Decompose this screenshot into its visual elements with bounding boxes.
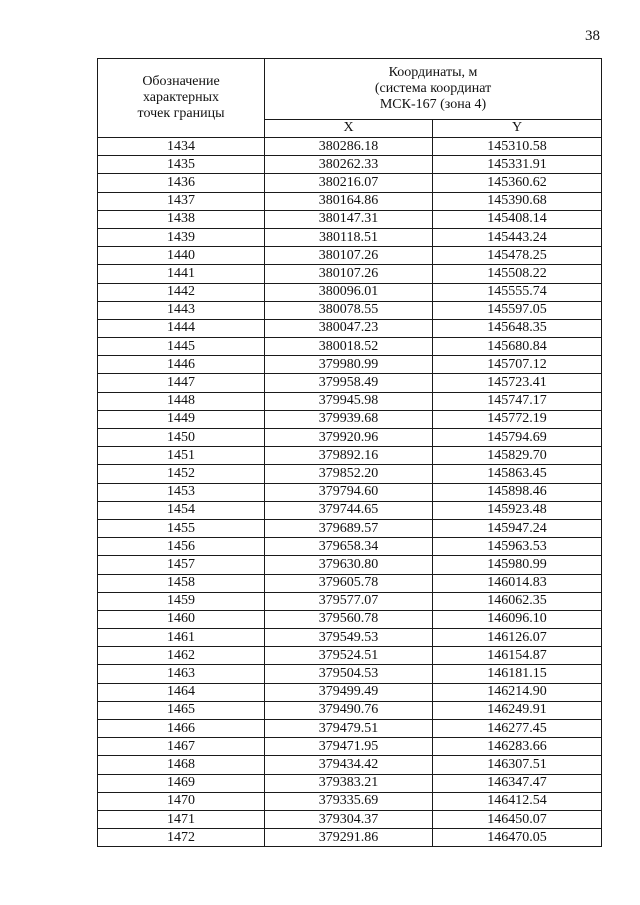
table-row: [98, 465, 602, 483]
cell-point: 1469: [98, 774, 265, 792]
cell-y: 146096.10: [433, 610, 602, 628]
table-row: [98, 356, 602, 374]
table-row: [98, 720, 602, 738]
cell-point: 1443: [98, 301, 265, 319]
cell-x: 379794.60: [265, 483, 433, 501]
cell-point: 1468: [98, 756, 265, 774]
cell-y: 146283.66: [433, 738, 602, 756]
cell-x: 379939.68: [265, 410, 433, 428]
table-row: [98, 247, 602, 265]
cell-x: 379291.86: [265, 829, 433, 847]
cell-point: 1461: [98, 629, 265, 647]
cell-y: 145331.91: [433, 156, 602, 174]
cell-x: 379852.20: [265, 465, 433, 483]
cell-y: 146277.45: [433, 720, 602, 738]
table-row: [98, 556, 602, 574]
cell-point: 1455: [98, 519, 265, 537]
cell-y: 146014.83: [433, 574, 602, 592]
cell-y: 145923.48: [433, 501, 602, 519]
cell-x: 379524.51: [265, 647, 433, 665]
table-row: [98, 683, 602, 701]
cell-y: 146307.51: [433, 756, 602, 774]
cell-y: 146062.35: [433, 592, 602, 610]
cell-x: 380107.26: [265, 247, 433, 265]
cell-point: 1451: [98, 447, 265, 465]
cell-x: 379689.57: [265, 519, 433, 537]
table-row: [98, 392, 602, 410]
cell-point: 1447: [98, 374, 265, 392]
header-coords-line: (система координат: [374, 80, 492, 96]
table-row: [98, 174, 602, 192]
table-row: [98, 629, 602, 647]
table-row: [98, 501, 602, 519]
cell-x: 380216.07: [265, 174, 433, 192]
cell-x: 379577.07: [265, 592, 433, 610]
table-row: [98, 756, 602, 774]
cell-x: 379980.99: [265, 356, 433, 374]
table-row: [98, 192, 602, 210]
cell-point: 1438: [98, 210, 265, 228]
header-x: X: [265, 119, 433, 137]
cell-x: 379504.53: [265, 665, 433, 683]
cell-x: 379744.65: [265, 501, 433, 519]
coordinates-table: [97, 58, 602, 847]
table-row: [98, 429, 602, 447]
header-coords-line: МСК-167 (зона 4): [379, 96, 487, 112]
cell-x: 380118.51: [265, 228, 433, 246]
cell-x: 379605.78: [265, 574, 433, 592]
cell-y: 145310.58: [433, 138, 602, 156]
table-row: [98, 156, 602, 174]
cell-point: 1452: [98, 465, 265, 483]
cell-x: 380262.33: [265, 156, 433, 174]
cell-point: 1444: [98, 319, 265, 337]
cell-y: 146347.47: [433, 774, 602, 792]
cell-x: 380164.86: [265, 192, 433, 210]
cell-point: 1434: [98, 138, 265, 156]
cell-point: 1457: [98, 556, 265, 574]
cell-x: 379499.49: [265, 683, 433, 701]
table-row: [98, 774, 602, 792]
cell-x: 379479.51: [265, 720, 433, 738]
table-body: [98, 138, 602, 847]
cell-x: 379945.98: [265, 392, 433, 410]
header-y: Y: [433, 119, 602, 137]
cell-point: 1449: [98, 410, 265, 428]
cell-point: 1463: [98, 665, 265, 683]
header-coords-line: Координаты, м: [388, 64, 478, 80]
cell-point: 1442: [98, 283, 265, 301]
cell-point: 1436: [98, 174, 265, 192]
cell-y: 145390.68: [433, 192, 602, 210]
cell-x: 379658.34: [265, 538, 433, 556]
table-row: [98, 665, 602, 683]
cell-x: 379630.80: [265, 556, 433, 574]
table-row: [98, 228, 602, 246]
header-designation-line: Обозначение: [142, 74, 220, 89]
cell-point: 1435: [98, 156, 265, 174]
cell-y: 145478.25: [433, 247, 602, 265]
table-row: [98, 319, 602, 337]
cell-y: 145747.17: [433, 392, 602, 410]
cell-point: 1441: [98, 265, 265, 283]
cell-x: 380047.23: [265, 319, 433, 337]
cell-point: 1472: [98, 829, 265, 847]
header-designation-line: характерных: [142, 90, 220, 105]
table-row: [98, 592, 602, 610]
cell-point: 1454: [98, 501, 265, 519]
table-row: [98, 447, 602, 465]
header-designation-line: точек границы: [137, 106, 225, 121]
cell-x: 379335.69: [265, 792, 433, 810]
cell-x: 380078.55: [265, 301, 433, 319]
cell-point: 1453: [98, 483, 265, 501]
cell-y: 145794.69: [433, 429, 602, 447]
cell-y: 145863.45: [433, 465, 602, 483]
cell-x: 380147.31: [265, 210, 433, 228]
cell-x: 379892.16: [265, 447, 433, 465]
table-row: [98, 138, 602, 156]
cell-point: 1465: [98, 701, 265, 719]
cell-y: 145648.35: [433, 319, 602, 337]
cell-x: 380286.18: [265, 138, 433, 156]
cell-y: 146154.87: [433, 647, 602, 665]
table-row: [98, 374, 602, 392]
cell-point: 1466: [98, 720, 265, 738]
cell-y: 145443.24: [433, 228, 602, 246]
cell-point: 1437: [98, 192, 265, 210]
cell-y: 145723.41: [433, 374, 602, 392]
cell-point: 1445: [98, 338, 265, 356]
table-row: [98, 829, 602, 847]
cell-y: 145898.46: [433, 483, 602, 501]
cell-point: 1470: [98, 792, 265, 810]
cell-x: 379490.76: [265, 701, 433, 719]
table-row: [98, 338, 602, 356]
cell-point: 1459: [98, 592, 265, 610]
cell-point: 1460: [98, 610, 265, 628]
cell-x: 379434.42: [265, 756, 433, 774]
cell-y: 146181.15: [433, 665, 602, 683]
table-row: [98, 483, 602, 501]
table-row: [98, 738, 602, 756]
table-row: [98, 265, 602, 283]
table-row: [98, 647, 602, 665]
cell-point: 1464: [98, 683, 265, 701]
cell-y: 146412.54: [433, 792, 602, 810]
cell-y: 145680.84: [433, 338, 602, 356]
cell-y: 145829.70: [433, 447, 602, 465]
cell-y: 146470.05: [433, 829, 602, 847]
cell-point: 1439: [98, 228, 265, 246]
table-row: [98, 283, 602, 301]
table-row: [98, 410, 602, 428]
cell-y: 145707.12: [433, 356, 602, 374]
table-row: [98, 301, 602, 319]
cell-x: 379383.21: [265, 774, 433, 792]
cell-point: 1440: [98, 247, 265, 265]
cell-x: 380018.52: [265, 338, 433, 356]
table-row: [98, 519, 602, 537]
cell-y: 146214.90: [433, 683, 602, 701]
cell-y: 145555.74: [433, 283, 602, 301]
table-row: [98, 792, 602, 810]
cell-x: 379549.53: [265, 629, 433, 647]
cell-x: 380096.01: [265, 283, 433, 301]
cell-x: 380107.26: [265, 265, 433, 283]
cell-x: 379920.96: [265, 429, 433, 447]
table-row: [98, 810, 602, 828]
table-row: [98, 538, 602, 556]
page-number: 38: [585, 28, 600, 44]
table-row: [98, 701, 602, 719]
table-row: [98, 210, 602, 228]
cell-point: 1471: [98, 810, 265, 828]
cell-point: 1458: [98, 574, 265, 592]
cell-y: 145772.19: [433, 410, 602, 428]
cell-point: 1456: [98, 538, 265, 556]
cell-y: 145408.14: [433, 210, 602, 228]
table-row: [98, 574, 602, 592]
cell-y: 145597.05: [433, 301, 602, 319]
cell-y: 145360.62: [433, 174, 602, 192]
table-header: [98, 59, 602, 138]
cell-y: 145508.22: [433, 265, 602, 283]
header-coordinates: [265, 59, 602, 120]
cell-x: 379560.78: [265, 610, 433, 628]
cell-y: 146249.91: [433, 701, 602, 719]
cell-x: 379958.49: [265, 374, 433, 392]
cell-point: 1450: [98, 429, 265, 447]
cell-point: 1448: [98, 392, 265, 410]
cell-y: 145980.99: [433, 556, 602, 574]
cell-point: 1462: [98, 647, 265, 665]
cell-y: 145947.24: [433, 519, 602, 537]
cell-x: 379471.95: [265, 738, 433, 756]
cell-x: 379304.37: [265, 810, 433, 828]
cell-y: 145963.53: [433, 538, 602, 556]
cell-y: 146450.07: [433, 810, 602, 828]
cell-point: 1446: [98, 356, 265, 374]
cell-y: 146126.07: [433, 629, 602, 647]
table-row: [98, 610, 602, 628]
cell-point: 1467: [98, 738, 265, 756]
header-point-designation: [98, 59, 265, 138]
